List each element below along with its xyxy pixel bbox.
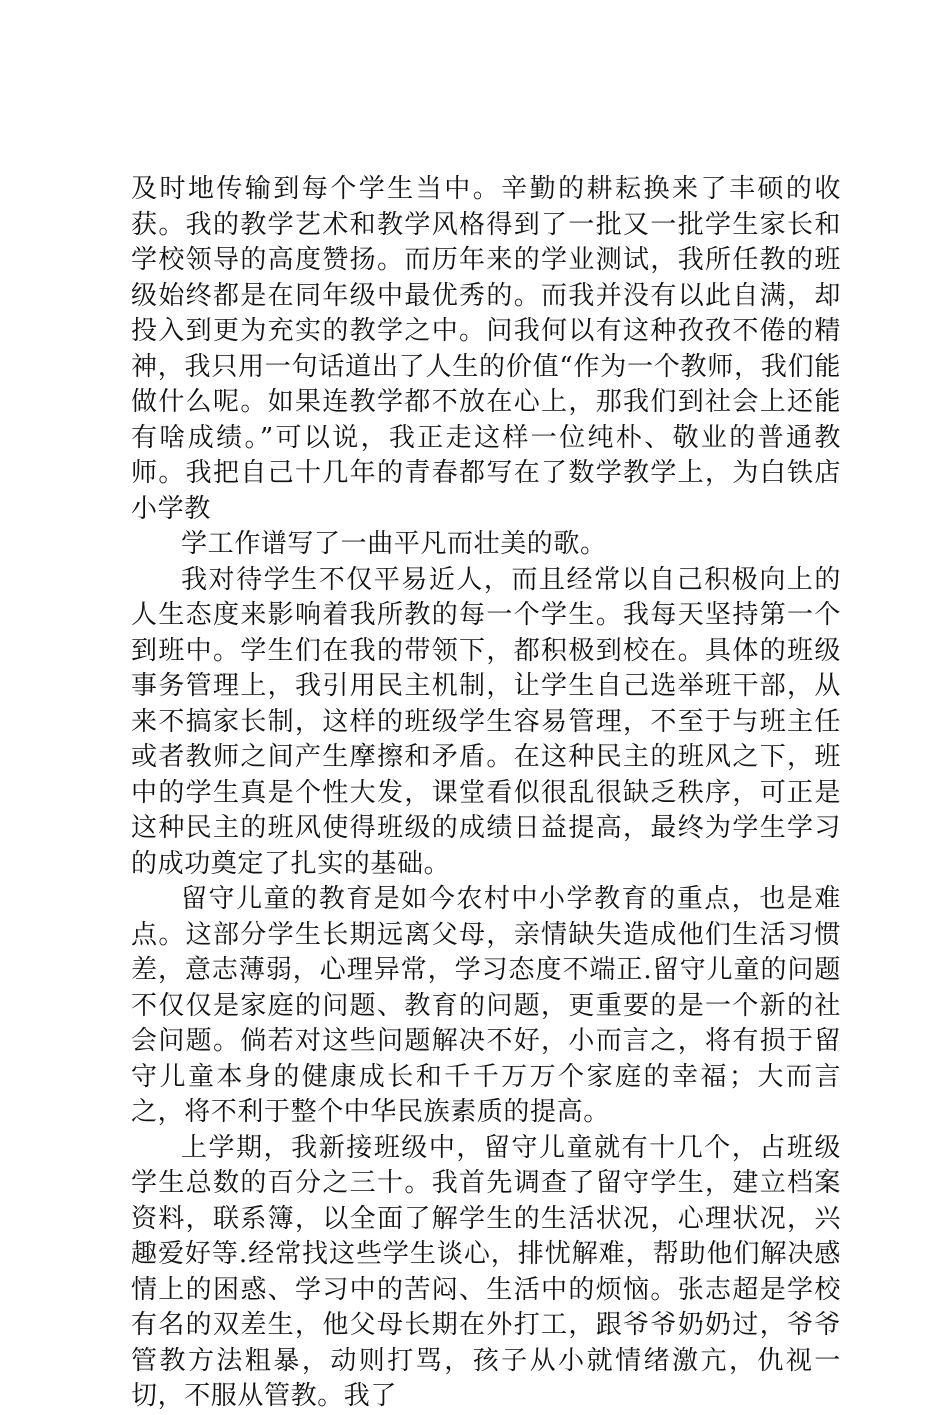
paragraph-3: 我对待学生不仅平易近人，而且经常以自己积极向上的人生态度来影响着我所教的每一个学生。我每天坚持第一个到班中。学生们在我的带领下，都积极到校在。具体的班级事务管理上，我引用民主机制，让学生自己选举班干部，从来不搞家长制，这样的班级学生容易管理，不至于与班主任或者教师之间产生摩擦和矛盾。在这种民主的班风之下，班中的学生真是个性大发，课堂看似很乱很缺乏秩序，可正是这种民主的班风使得班级的成绩日益提高，最终为学生学习的成功奠定了扎实的基础。 [131, 564, 841, 879]
paragraph-4: 留守儿童的教育是如今农村中小学教育的重点，也是难点。这部分学生长期远离父母，亲情缺失造成他们生活习惯差，意志薄弱，心理异常，学习态度不端正.留守儿童的问题不仅仅是家庭的问题、教育的问题，更重要的是一个新的社会问题。倘若对这些问题解决不好，小而言之，将有损于留守儿童本身的健康成长和千千万万个家庭的幸福；大而言之，将不利于整个中华民族素质的提高。 [131, 884, 841, 1127]
paragraph-5: 上学期，我新接班级中，留守儿童就有十几个，占班级学生总数的百分之三十。我首先调查了留守学生，建立档案资料，联系簿，以全面了解学生的生活状况，心理状况，兴趣爱好等.经常找这些学生谈心，排忧解难，帮助他们解决感情上的困惑、学习中的苦闷、生活中的烦恼。张志超是学校有名的双差生，他父母长期在外打工，跟爷爷奶奶过，爷爷管教方法粗暴，动则打骂，孩子从小就情绪激亢，仇视一切，不服从管教。我了 [131, 1132, 841, 1411]
paragraph-1: 及时地传输到每个学生当中。辛勤的耕耘换来了丰硕的收获。我的教学艺术和教学风格得到了一批又一批学生家长和学校领导的高度赞扬。而历年来的学业测试，我所任教的班级始终都是在同年级中最优秀的。而我并没有以此自满，却投入到更为充实的教学之中。问我何以有这种孜孜不倦的精神，我只用一句话道出了人生的价值“作为一个教师，我们能做什么呢。如果连教学都不放在心上，那我们到社会上还能有啥成绩。”可以说，我正走这样一位纯朴、敬业的普通教师。我把自己十几年的青春都写在了数学教学上，为白铁店小学教 [131, 174, 841, 524]
document-body [131, 172, 841, 1415]
paragraph-2: 学工作谱写了一曲平凡而壮美的歌。 [181, 529, 607, 559]
